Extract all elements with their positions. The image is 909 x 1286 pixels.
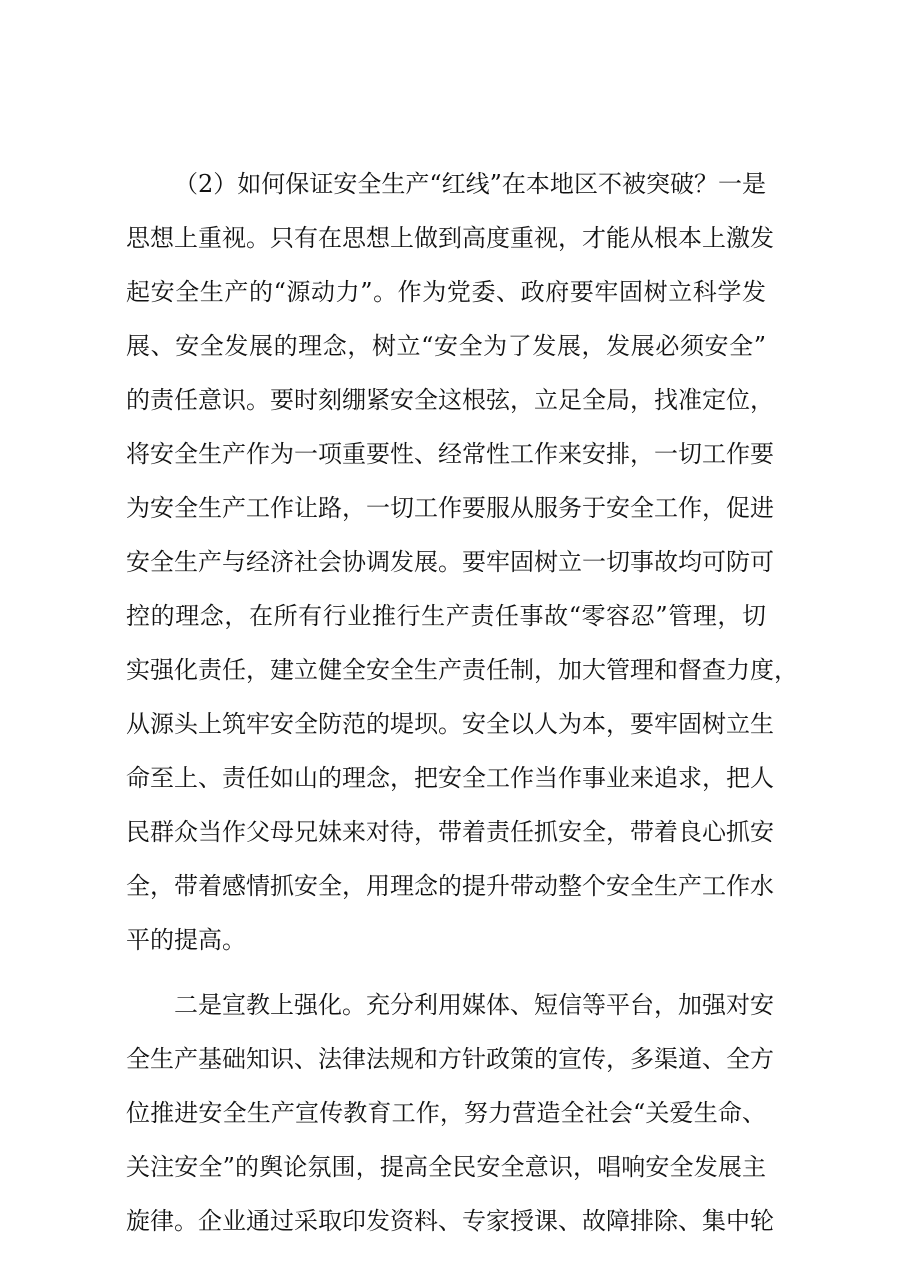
paragraph-1-line-2: 思想上重视。只有在思想上做到高度重视，才能从根本上激发 — [126, 224, 774, 252]
paragraph-1-line-15: 平的提高。 — [126, 926, 246, 954]
paragraph-2-line-3: 位推进安全生产宣传教育工作，努力营造全社会“关爱生命、 — [126, 1099, 766, 1127]
paragraph-1-line-1: （2）如何保证安全生产“红线”在本地区不被突破？一是 — [174, 170, 766, 198]
paragraph-1-line-14: 全，带着感情抓安全，用理念的提升带动整个安全生产工作水 — [126, 872, 774, 900]
paragraph-1-line-6: 将安全生产作为一项重要性、经常性工作来安排，一切工作要 — [126, 440, 774, 468]
paragraph-1-line-9: 控的理念，在所有行业推行生产责任事故“零容忍”管理，切 — [126, 602, 766, 630]
paragraph-1-line-12: 命至上、责任如山的理念，把安全工作当作事业来追求，把人 — [126, 764, 774, 792]
paragraph-1-line-7: 为安全生产工作让路，一切工作要服从服务于安全工作，促进 — [126, 494, 774, 522]
paragraph-1-line-5: 的责任意识。要时刻绷紧安全这根弦，立足全局，找准定位， — [126, 386, 774, 414]
paragraph-1-line-8: 安全生产与经济社会协调发展。要牢固树立一切事故均可防可 — [126, 548, 774, 576]
paragraph-2-line-2: 全生产基础知识、法律法规和方针政策的宣传，多渠道、全方 — [126, 1045, 774, 1073]
paragraph-1-line-10: 实强化责任，建立健全安全生产责任制，加大管理和督查力度， — [126, 656, 798, 684]
paragraph-1-line-3: 起安全生产的“源动力”。作为党委、政府要牢固树立科学发 — [126, 278, 766, 306]
paragraph-1-line-13: 民群众当作父母兄妹来对待，带着责任抓安全，带着良心抓安 — [126, 818, 774, 846]
paragraph-1-line-11: 从源头上筑牢安全防范的堤坝。安全以人为本，要牢固树立生 — [126, 710, 774, 738]
paragraph-2-line-4: 关注安全”的舆论氛围，提高全民安全意识，唱响安全发展主 — [126, 1153, 766, 1181]
paragraph-2-line-1: 二是宣教上强化。充分利用媒体、短信等平台，加强对安 — [174, 991, 774, 1019]
paragraph-2-line-5: 旋律。企业通过采取印发资料、专家授课、故障排除、集中轮 — [126, 1207, 774, 1235]
paragraph-1-line-4: 展、安全发展的理念，树立“安全为了发展，发展必须安全” — [126, 332, 766, 360]
